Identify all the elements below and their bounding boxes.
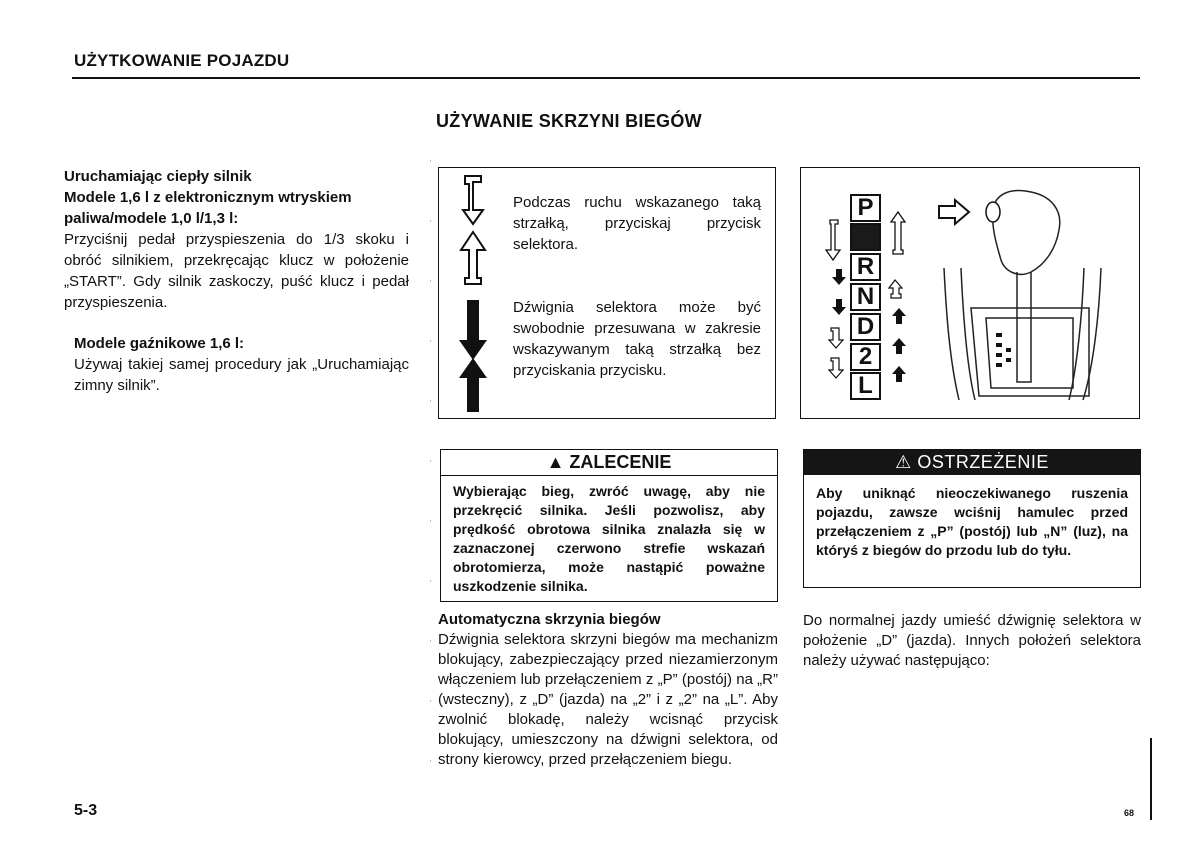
- automatic-heading: Automatyczna skrzynia biegów: [438, 611, 661, 628]
- solid-down-arrow-r-icon: [832, 269, 846, 285]
- carburetor-paragraph: Używaj takiej samej procedury jak „Uruchamiając zimny silnik”.: [74, 356, 409, 394]
- outline-down-arrow-2-icon: [829, 358, 843, 378]
- solid-up-arrow-2-icon: [892, 338, 906, 354]
- gear-2: 2: [850, 343, 881, 371]
- solid-down-arrow-n-icon: [832, 299, 846, 315]
- warning-body: Aby uniknąć nieoczekiwanego ruszenia pojazdu, zawsze wciśnij hamulec przed przełączeniem z „P” (postój) lub „N” (luz), na któryś z biegów do przodu lub do tyłu.: [816, 485, 1128, 558]
- note-header: [441, 450, 777, 476]
- selector-arrows-and-lever: [801, 168, 1139, 418]
- right-outline-up-arrow-icon: [891, 212, 905, 254]
- lever-button-icon: [986, 202, 1000, 222]
- left-outline-down-arrow-icon: [826, 220, 840, 260]
- page-heading: UŻYWANIE SKRZYNI BIEGÓW: [436, 111, 702, 131]
- free-move-text: Dźwignia selektora może być swobodnie przesuwana w zakresie wskazywanym taką strzałką bez przyciskania przycisku.: [513, 299, 761, 379]
- outline-down-arrow-d-icon: [829, 328, 843, 348]
- automatic-transmission-section: [438, 610, 778, 770]
- gear-d: D: [850, 313, 881, 341]
- automatic-body: Dźwignia selektora skrzyni biegów ma mechanizm blokujący, zabezpieczający przed niezamierzonym włączeniem lub przełączeniem z „P” (postój) na „R” (wsteczny), z „D” (jazda) na „2” i z „2” na „L”. Aby zwolnić blokadę, należy wcisnąć przycisk blokujący, umieszczony na dźwigni selektora, od strony kierowcy, przed przełączeniem biegu.: [438, 631, 778, 768]
- arrow-legend-icons: [453, 172, 493, 412]
- arrow-legend-box: [438, 167, 776, 419]
- shift-lever-drawing: [944, 191, 1101, 400]
- caution-triangle-icon: ▲: [546, 452, 565, 472]
- press-button-text: Podczas ruchu wskazanego taką strzałką, przyciskaj przycisk selektora.: [513, 194, 761, 253]
- carburetor-heading: Modele gaźnikowe 1,6 l:: [74, 335, 245, 352]
- solid-up-arrow-icon: [459, 358, 487, 412]
- warning-header: [804, 450, 1140, 475]
- header-rule: [72, 77, 1140, 79]
- selector-illustration: [800, 167, 1140, 419]
- note-title: ZALECENIE: [569, 452, 672, 472]
- gate-indicator-marks: [996, 333, 1011, 367]
- pointer-right-arrow-icon: [939, 200, 969, 224]
- normal-driving-text: Do normalnej jazdy umieść dźwignię selektora w położenie „D” (jazda). Innych położeń selektora należy używać następująco:: [803, 612, 1141, 669]
- gear-r: R: [850, 253, 881, 281]
- note-body: Wybierając bieg, zwróć uwagę, aby nie przekręcić silnika. Jeśli pozwolisz, aby prędkość obrotowa silnika znalazła się w zaznaczonej czerwono strefie wskazań obrotomierza, może nastąpić poważne uszkodzenie silnika.: [453, 483, 765, 594]
- small-page-number: 68: [1124, 808, 1135, 818]
- solid-up-arrow-d-icon: [892, 308, 906, 324]
- outline-up-arrow-n-icon: [889, 280, 902, 298]
- solid-up-arrow-l-icon: [892, 366, 906, 382]
- note-box: [440, 449, 778, 602]
- gear-n: N: [850, 283, 881, 311]
- warning-triangle-icon: ⚠: [895, 452, 912, 472]
- gear-p: P: [850, 194, 881, 222]
- warning-box: [803, 449, 1141, 588]
- column-divider: [430, 160, 431, 800]
- warning-title: OSTRZEŻENIE: [917, 452, 1049, 472]
- warm-engine-heading: Uruchamiając ciepły silnik: [64, 168, 252, 185]
- page-edge-line: [1150, 738, 1152, 820]
- outline-up-arrow-icon: [461, 232, 485, 284]
- warm-engine-paragraph: Przyciśnij pedał przyspieszenia do 1/3 skoku i obróć silnikiem, przekręcając klucz w położenie „START”. Gdy silnik zaskoczy, puść klucz i pedał przyspieszenia.: [64, 231, 409, 311]
- outline-down-arrow-icon: [463, 176, 483, 224]
- solid-down-arrow-icon: [459, 300, 487, 360]
- gear-l: L: [850, 372, 881, 400]
- model-heading: Modele 1,6 l z elektronicznym wtryskiem paliwa/modele 1,0 l/1,3 l:: [64, 189, 352, 227]
- page-number: 5-3: [74, 802, 98, 819]
- section-title: UŻYTKOWANIE POJAZDU: [74, 51, 290, 70]
- left-column: [64, 166, 409, 396]
